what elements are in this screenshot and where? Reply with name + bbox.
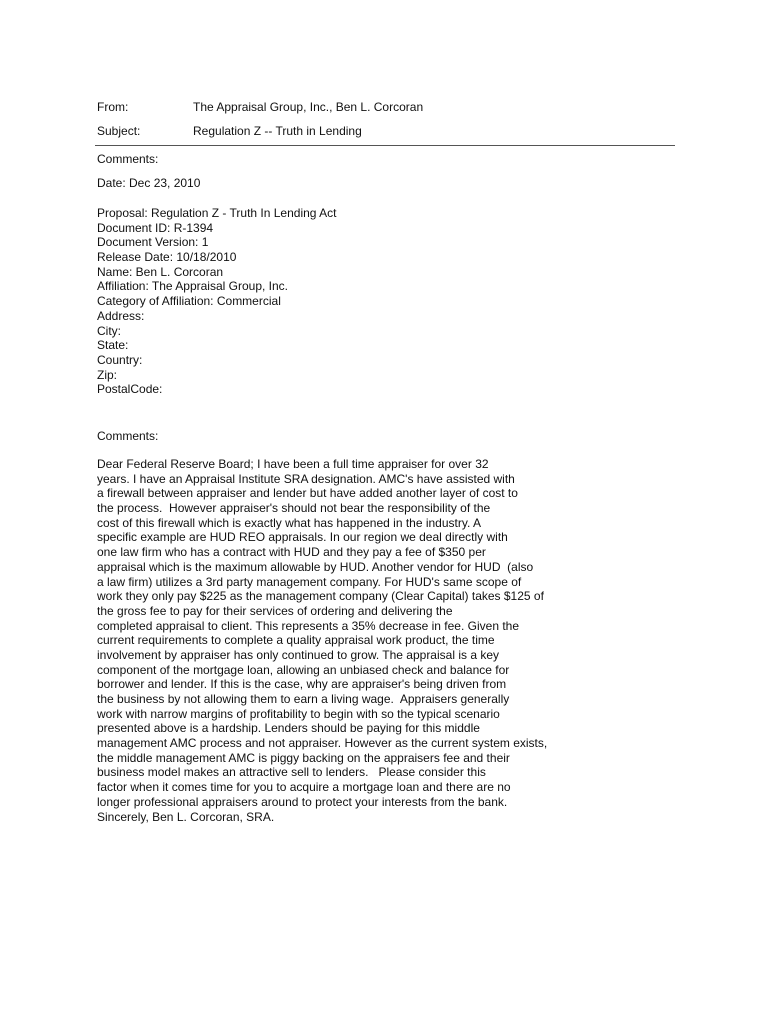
comments-heading: Comments:: [97, 152, 159, 166]
body-line: a law firm) utilizes a 3rd party management company. For HUD's same scope of: [97, 574, 522, 589]
body-line: Dear Federal Reserve Board; I have been a full time appraiser for over 32: [97, 457, 489, 471]
detail-line: Name: Ben L. Corcoran: [97, 264, 224, 279]
subject-label: Subject:: [97, 124, 141, 138]
body-line: one law firm who has a contract with HUD and they pay a fee of $350 per: [97, 545, 486, 560]
subject-row: [97, 123, 677, 139]
detail-line: Country:: [97, 352, 143, 367]
comment-body: [97, 457, 547, 824]
detail-line: Document Version: 1: [97, 235, 209, 250]
body-line: borrower and lender. If this is the case, why are appraiser's being driven from: [97, 677, 507, 692]
detail-line: Affiliation: The Appraisal Group, Inc.: [97, 279, 288, 294]
body-line: a firewall between appraiser and lender but have added another layer of cost to: [97, 486, 518, 501]
body-line: work with narrow margins of profitability to begin with so the typical scenario: [97, 706, 500, 721]
from-value: The Appraisal Group, Inc., Ben L. Corcoran: [193, 100, 424, 114]
from-label: From:: [97, 100, 129, 114]
submission-details: [97, 206, 336, 397]
detail-line: Document ID: R-1394: [97, 220, 214, 235]
detail-line: PostalCode:: [97, 382, 163, 397]
body-line: the middle management AMC is piggy backing on the appraisers fee and their: [97, 750, 510, 765]
body-line: longer professional appraisers around to protect your interests from the bank.: [97, 794, 508, 809]
from-row: [97, 99, 677, 115]
detail-line: City:: [97, 323, 121, 338]
detail-line: Proposal: Regulation Z - Truth In Lending Act: [97, 206, 337, 220]
body-line: appraisal which is the maximum allowable by HUD. Another vendor for HUD (also: [97, 559, 534, 574]
body-line: work they only pay $225 as the management company (Clear Capital) takes $125 of: [97, 589, 544, 604]
body-line: completed appraisal to client. This represents a 35% decrease in fee. Given the: [97, 618, 520, 633]
body-line: the process. However appraiser's should not bear the responsibility of the: [97, 501, 491, 516]
detail-line: Category of Affiliation: Commercial: [97, 294, 281, 309]
body-line: the business by not allowing them to earn a living wage. Appraisers generally: [97, 692, 510, 706]
body-line: factor when it comes time for you to acquire a mortgage loan and there are no: [97, 780, 511, 795]
body-line: years. I have an Appraisal Institute SRA designation. AMC's have assisted with: [97, 471, 515, 486]
body-line: specific example are HUD REO appraisals. In our region we deal directly with: [97, 530, 508, 545]
comments-heading-2: Comments:: [97, 429, 159, 443]
detail-line: Release Date: 10/18/2010: [97, 250, 237, 265]
body-line: involvement by appraiser has only continued to grow. The appraisal is a key: [97, 647, 500, 662]
body-line: current requirements to complete a quality appraisal work product, the time: [97, 633, 495, 648]
body-line: presented above is a hardship. Lenders should be paying for this middle: [97, 721, 480, 736]
body-line: Sincerely, Ben L. Corcoran, SRA.: [97, 809, 275, 824]
header-divider: [95, 145, 675, 146]
detail-line: Zip:: [97, 367, 118, 382]
body-line: business model makes an attractive sell to lenders. Please consider this: [97, 765, 486, 780]
body-line: management AMC process and not appraiser. However as the current system exists,: [97, 736, 548, 751]
body-line: the gross fee to pay for their services of ordering and delivering the: [97, 603, 453, 618]
detail-line: State:: [97, 338, 129, 353]
body-line: cost of this firewall which is exactly what has happened in the industry. A: [97, 515, 481, 530]
detail-line: Address:: [97, 308, 145, 323]
body-line: component of the mortgage loan, allowing an unbiased check and balance for: [97, 662, 510, 677]
subject-value: Regulation Z -- Truth in Lending: [193, 124, 362, 138]
date-line: Date: Dec 23, 2010: [97, 176, 201, 190]
